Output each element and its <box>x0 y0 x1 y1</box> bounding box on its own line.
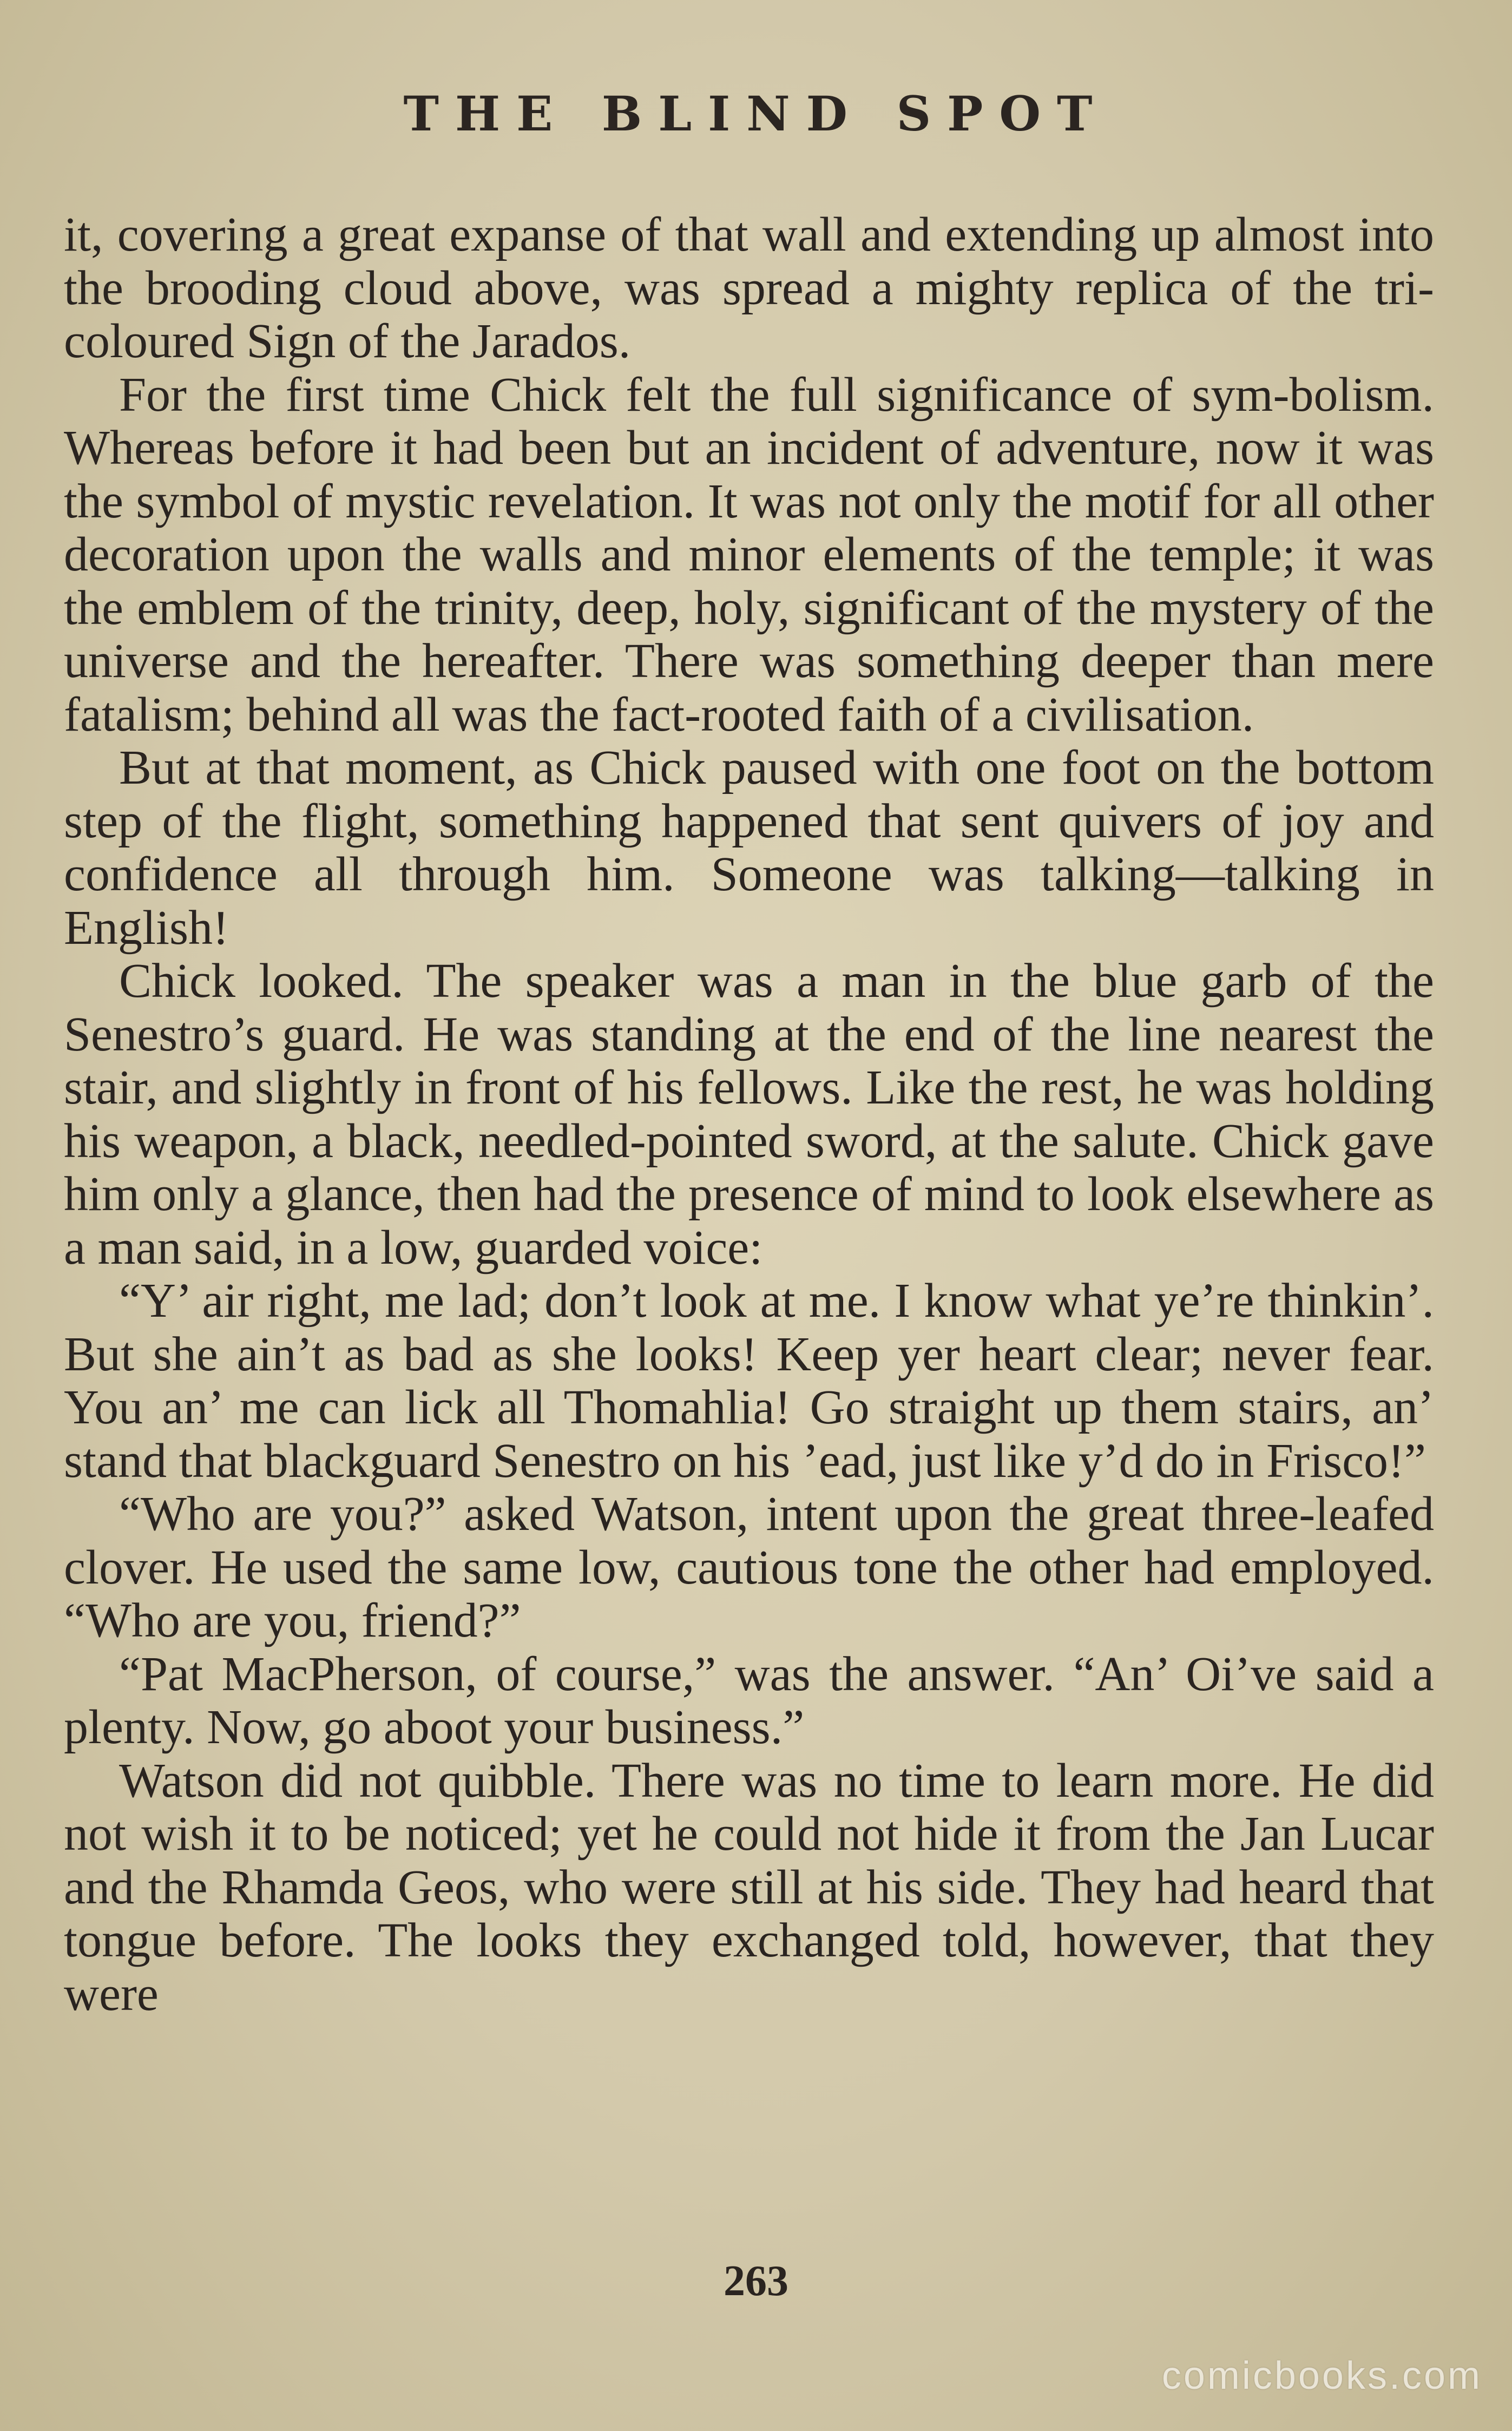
page-number: 263 <box>724 2257 788 2305</box>
paragraph-who-are-you: “Who are you?” asked Watson, intent upon the great three-leafed clover. He used the same low, cautious tone the other had employed. “Who are you, friend?” <box>64 1487 1434 1647</box>
paragraph-guard-speaker: Chick looked. The speaker was a man in the blue garb of the Senestro’s guard. He was standing at the end of the line nearest the stair, and slightly in front of his fellows. Like the rest, he was holding his weapon, a black, needled-pointed sword, at the salute. Chick gave him only a glance, then had the presence of mind to look elsewhere as a man said, in a low, guarded voice: <box>64 954 1434 1274</box>
paragraph-continuation: it, covering a great expanse of that wall and extending up almost into the brooding cloud above, was spread a mighty replica of the tri-coloured Sign of the Jarados. <box>64 208 1434 368</box>
paragraph-watson-quibble: Watson did not quibble. There was no time to learn more. He did not wish it to be noticed; yet he could not hide it from the Jan Lucar and the Rhamda Geos, who were still at his side. They had heard that tongue before. The looks they exchanged told, however, that they were <box>64 1753 1434 2021</box>
paragraph-dialogue-advice: “Y’ air right, me lad; don’t look at me. I know what ye’re thinkin’. But she ain’t as bad as she looks! Keep yer heart clear; never fear. You an’ me can lick all Thomahlia! Go straight up them stairs, an’ stand that blackguard Senestro on his ’ead, just like y’d do in Frisco!” <box>64 1274 1434 1488</box>
running-head: THE BLIND SPOT <box>403 86 1109 142</box>
watermark: comicbooks.com <box>1161 2354 1482 2397</box>
paragraph-talking-english: But at that moment, as Chick paused with one foot on the bottom step of the flight, something happened that sent quivers of joy and confidence all through him. Someone was talking—talking in English! <box>64 741 1434 955</box>
paragraph-pat-macpherson: “Pat MacPherson, of course,” was the answer. “An’ Oi’ve said a plenty. Now, go aboot your business.” <box>64 1647 1434 1754</box>
body-text <box>64 208 1434 2021</box>
paragraph-symbolism: For the first time Chick felt the full significance of sym-bolism. Whereas before it had been but an incident of adventure, now it was the symbol of mystic revelation. It was not only the motif for all other decoration upon the walls and minor elements of the temple; it was the emblem of the trinity, deep, holy, significant of the mystery of the universe and the hereafter. There was something deeper than mere fatalism; behind all was the fact-rooted faith of a civilisation. <box>64 367 1434 741</box>
